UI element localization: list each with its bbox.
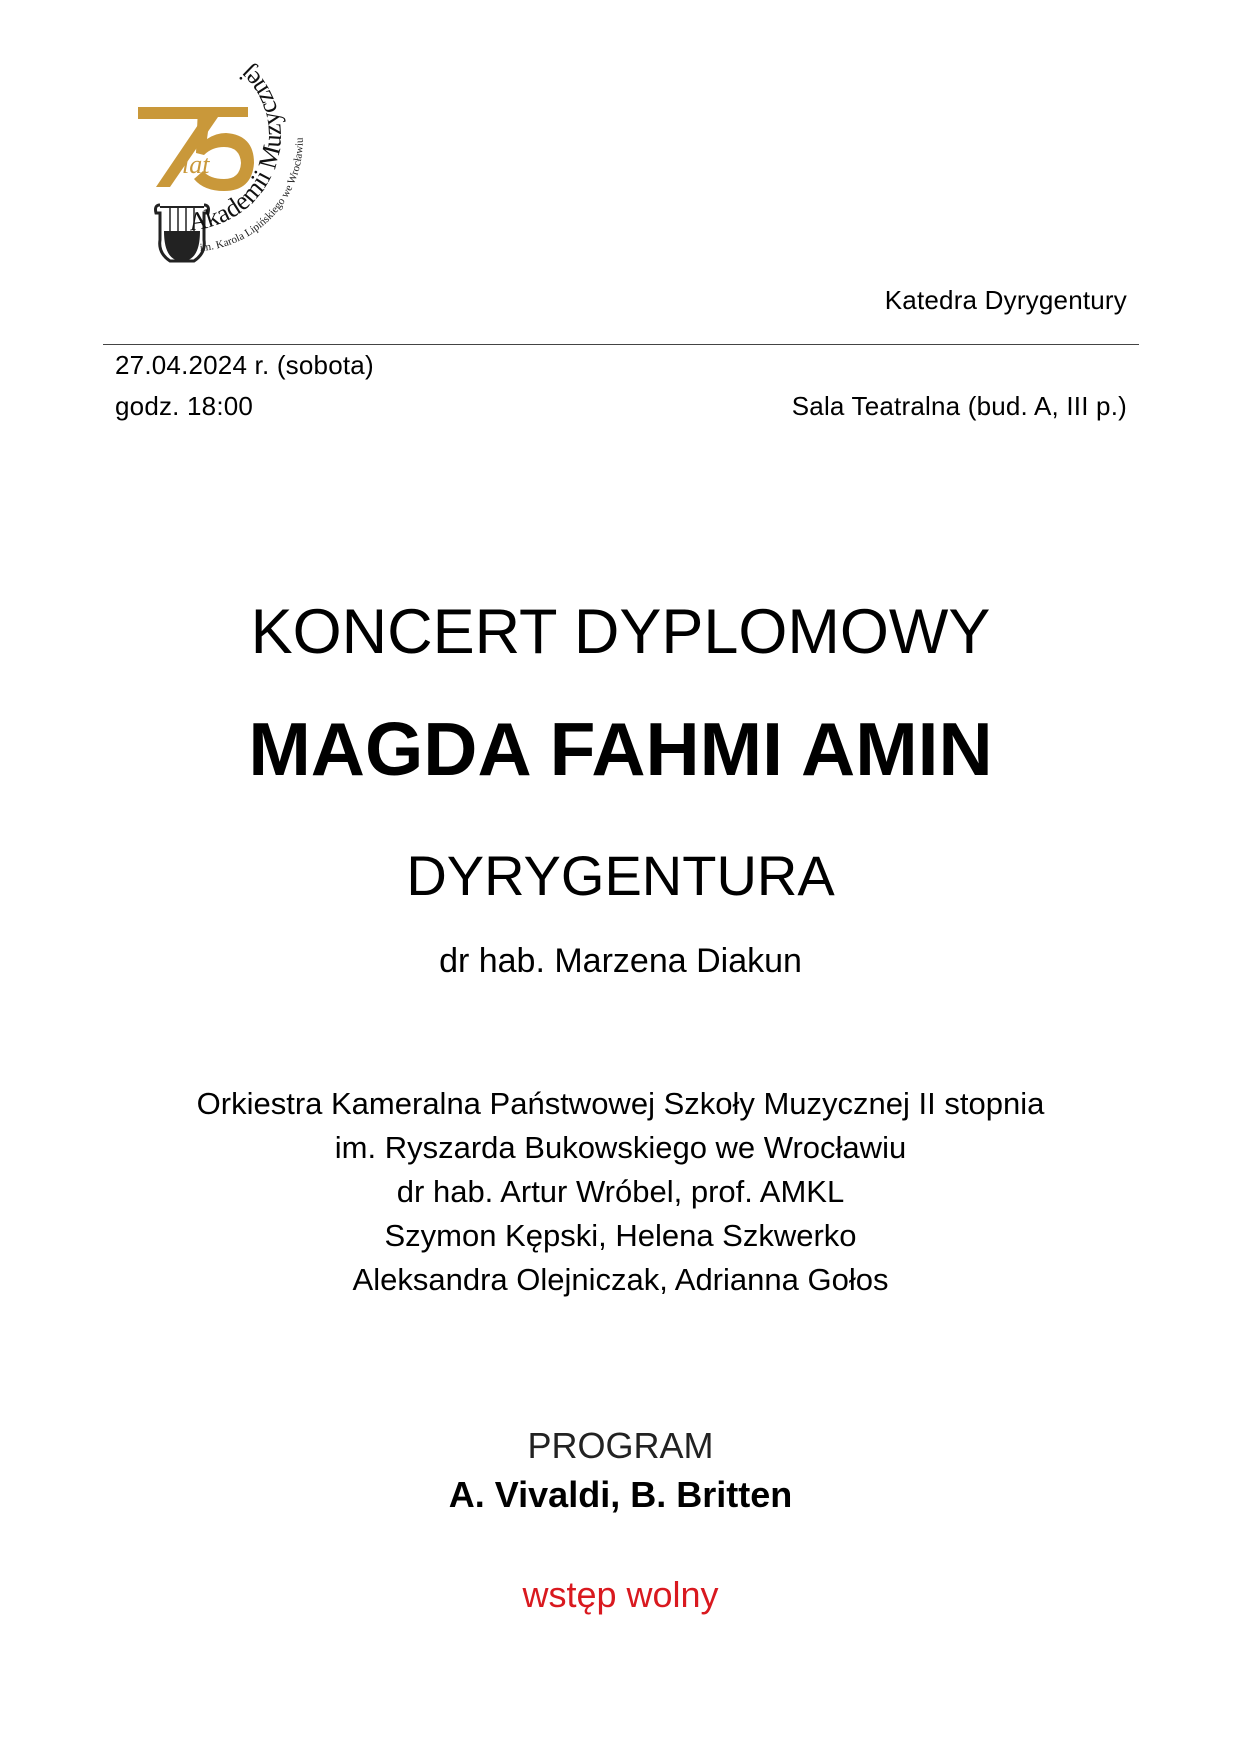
event-time: godz. 18:00 bbox=[115, 391, 254, 421]
program-composers: A. Vivaldi, B. Britten bbox=[448, 1474, 793, 1515]
logo-graphic bbox=[130, 55, 340, 270]
event-venue: Sala Teatralna (bud. A, III p.) bbox=[791, 391, 1127, 421]
ensemble-line: dr hab. Artur Wróbel, prof. AMKL bbox=[396, 1174, 845, 1209]
subject: DYRYGENTURA bbox=[406, 844, 835, 907]
concert-title: KONCERT DYPLOMOWY bbox=[250, 597, 991, 667]
academy-75-logo bbox=[130, 55, 340, 270]
ensemble-line: Szymon Kępski, Helena Szkwerko bbox=[384, 1218, 857, 1253]
department-name: Katedra Dyrygentury bbox=[884, 285, 1127, 315]
ensemble-block bbox=[0, 1082, 1241, 1302]
ensemble-line: im. Ryszarda Bukowskiego we Wrocławiu bbox=[334, 1130, 907, 1165]
ensemble-line: Aleksandra Olejniczak, Adrianna Gołos bbox=[352, 1262, 889, 1297]
header-divider bbox=[103, 344, 1139, 345]
logo-arc-main: Akademii Muzycznej bbox=[186, 60, 288, 237]
supervisor: dr hab. Marzena Diakun bbox=[439, 942, 802, 980]
logo-lat-text: lat bbox=[182, 150, 210, 179]
logo-arc-sub: im. Karola Lipińskiego we Wrocławiu bbox=[199, 137, 306, 255]
event-date: 27.04.2024 r. (sobota) bbox=[115, 350, 374, 380]
admission-note: wstęp wolny bbox=[522, 1574, 719, 1615]
performer-name: MAGDA FAHMI AMIN bbox=[248, 707, 993, 791]
ensemble-line: Orkiestra Kameralna Państwowej Szkoły Muzycznej II stopnia bbox=[196, 1086, 1045, 1121]
program-heading: PROGRAM bbox=[527, 1425, 714, 1466]
